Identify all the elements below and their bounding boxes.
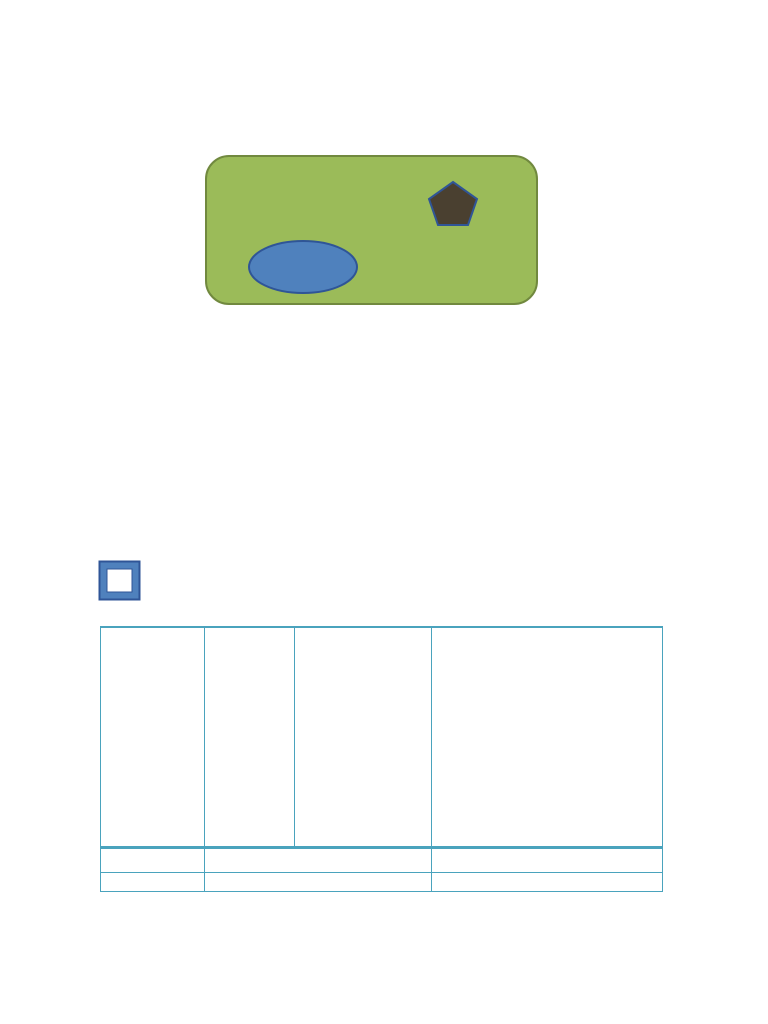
table-border <box>100 846 663 849</box>
pond-shape <box>249 241 357 293</box>
square-marker-icon <box>98 560 142 602</box>
table-border <box>100 891 663 892</box>
table-border <box>100 626 663 628</box>
debt-table <box>100 626 663 892</box>
table-border <box>100 872 663 873</box>
table-border <box>431 626 432 892</box>
table-border <box>294 626 295 846</box>
table-border <box>662 626 663 892</box>
table-border <box>204 626 205 892</box>
table-border <box>100 626 101 892</box>
pentagon-shape <box>429 182 477 225</box>
park-features <box>205 155 538 305</box>
